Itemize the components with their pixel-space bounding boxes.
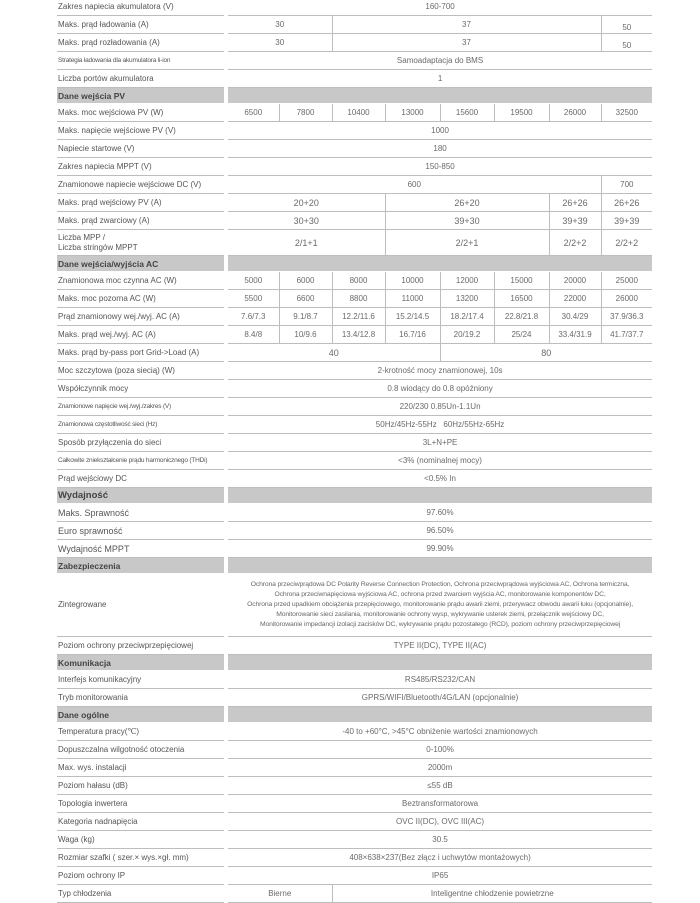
row-label: Kategoria nadnapięcia: [57, 813, 226, 831]
cell-value: 7800: [279, 104, 332, 122]
row-rated-dc-voltage: [57, 176, 652, 194]
row-value: -40 to +60°C, >45°C obniżenie wartości znamionowych: [226, 723, 652, 741]
row-label: Waga (kg): [57, 831, 226, 849]
row-label: Znamionowe napiecie wejściowe DC (V): [57, 176, 226, 194]
cell-value: Bierne: [226, 885, 332, 903]
row-label: Maks. prąd ładowania (A): [57, 16, 226, 34]
cell-value: 13200: [440, 290, 494, 308]
row-label: Euro sprawność: [57, 522, 226, 540]
cell-value: 25/24: [494, 326, 549, 344]
cell-value: 16.7/16: [385, 326, 440, 344]
row-peak-power: [57, 362, 652, 380]
section-bar: [226, 655, 652, 671]
cell-value: 40: [226, 344, 440, 362]
cell-value: 41.7/37.7: [601, 326, 652, 344]
row-label: Maks. napięcie wejściowe PV (V): [57, 122, 226, 140]
row-label: Maks. prąd wej./wyj. AC (A): [57, 326, 226, 344]
row-mppt-efficiency: [57, 540, 652, 558]
cell-value: 30.4/29: [549, 308, 601, 326]
row-label: Znamionowa częstotliwość sieci (Hz): [57, 416, 226, 434]
row-label: Max. wys. instalacji: [57, 759, 226, 777]
row-value: 150-850: [226, 158, 652, 176]
section-header-communication: [57, 655, 652, 671]
cell-value: 50: [601, 34, 652, 52]
row-temperature: [57, 723, 652, 741]
cell-value: 37: [332, 16, 601, 34]
section-header-general: [57, 707, 652, 723]
section-bar: [226, 88, 652, 104]
cell-value: 26+26: [549, 194, 601, 212]
row-label: Poziom ochrony przeciwprzepięciowej: [57, 637, 226, 655]
row-value: ≤55 dB: [226, 777, 652, 795]
row-label: Tryb monitorowania: [57, 689, 226, 707]
row-start-voltage: [57, 140, 652, 158]
cell-value: 11000: [385, 290, 440, 308]
cell-value: 6000: [279, 272, 332, 290]
section-title: Wydajność: [57, 488, 226, 504]
row-label: Prąd wejściowy DC: [57, 470, 226, 488]
row-value: 96.50%: [226, 522, 652, 540]
cell-value: 20/19.2: [440, 326, 494, 344]
cell-value: 30+30: [226, 212, 385, 230]
section-bar: [226, 488, 652, 504]
row-dc-injection: [57, 470, 652, 488]
row-thdi: [57, 452, 652, 470]
section-header-ac: [57, 256, 652, 272]
cell-value: 20+20: [226, 194, 385, 212]
row-label: Strategia ładowania dla akumulatora li-ion: [57, 52, 226, 70]
protection-line: Ochrona przed upadkiem obciążenia przepięciowego, monitorowanie prądu awarii ziemi, przerywacz obwodu awarii łuku (opcjonalnie),: [247, 601, 633, 608]
row-max-pv-power: [57, 104, 652, 122]
row-value: 99.90%: [226, 540, 652, 558]
row-label: Zakres napiecia akumulatora (V): [57, 0, 226, 16]
protection-line: Monitorowanie sieci zasilania, monitorowanie ochrony wysp, wykrywanie usterek ziemi, przełącznik wejściowy DC,: [276, 611, 604, 618]
row-label: Maks. prąd zwarciowy (A): [57, 212, 226, 230]
cell-value: 8800: [332, 290, 385, 308]
cell-value: 8.4/8: [226, 326, 279, 344]
row-monitoring-mode: [57, 689, 652, 707]
row-value: 0.8 wiodący do 0.8 opóźniony: [226, 380, 652, 398]
row-value: 30.5: [226, 831, 652, 849]
cell-value: 26000: [549, 104, 601, 122]
row-value: <0.5% In: [226, 470, 652, 488]
row-grid-connection: [57, 434, 652, 452]
row-integrated-protection: [57, 574, 652, 637]
row-label: Moc szczytowa (poza siecią) (W): [57, 362, 226, 380]
cell-value: 2/2+2: [549, 230, 601, 256]
row-label: Maks. moc pozorna AC (W): [57, 290, 226, 308]
cell-value: 26+20: [385, 194, 549, 212]
section-title: Dane wejścia/wyjścia AC: [57, 256, 226, 272]
cell-value: Inteligentne chłodzenie powietrzne: [332, 885, 652, 903]
row-value: 220/230 0.85Un-1.1Un: [226, 398, 652, 416]
cell-value: 33.4/31.9: [549, 326, 601, 344]
cell-value: 8000: [332, 272, 385, 290]
row-label: Znamionowa moc czynna AC (W): [57, 272, 226, 290]
row-cooling: [57, 885, 652, 903]
row-label: Znamionowe napięcie wej./wyj./zakres (V): [57, 398, 226, 416]
row-topology: [57, 795, 652, 813]
cell-value: 22000: [549, 290, 601, 308]
row-value: 0-100%: [226, 741, 652, 759]
row-value: 97.60%: [226, 504, 652, 522]
cell-value: 39+30: [385, 212, 549, 230]
row-label: Maks. Sprawność: [57, 504, 226, 522]
row-label-line: Liczba MPP /: [58, 232, 105, 242]
spec-table: [57, 0, 652, 903]
row-max-pv-current: [57, 194, 652, 212]
cell-value: 22.8/21.8: [494, 308, 549, 326]
row-label: Zintegrowane: [57, 574, 226, 637]
cell-value: 5500: [226, 290, 279, 308]
cell-value: 6500: [226, 104, 279, 122]
row-charge-strategy: [57, 52, 652, 70]
cell-value: 10000: [385, 272, 440, 290]
row-value: 408×638×237(Bez złącz i uchwytów montażowych): [226, 849, 652, 867]
row-comm-interface: [57, 671, 652, 689]
row-ip-rating: [57, 867, 652, 885]
row-power-factor: [57, 380, 652, 398]
cell-value: 9.1/8.7: [279, 308, 332, 326]
row-value: TYPE II(DC), TYPE II(AC): [226, 637, 652, 655]
cell-value: 39+39: [601, 212, 652, 230]
cell-value: 600: [226, 176, 601, 194]
cell-value: 32500: [601, 104, 652, 122]
row-altitude: [57, 759, 652, 777]
row-battery-voltage-range: [57, 0, 652, 16]
protection-line: Ochrona przeciwnapięciowa wyjściowa AC, ochrona przed zwarciem wyjścia AC, monitorowanie komponentów DC,: [274, 591, 606, 598]
row-label: Typ chłodzenia: [57, 885, 226, 903]
cell-value: 39+39: [549, 212, 601, 230]
row-label: Topologia inwertera: [57, 795, 226, 813]
row-value: RS485/RS232/CAN: [226, 671, 652, 689]
row-value: Samoadaptacja do BMS: [226, 52, 652, 70]
row-value: 180: [226, 140, 652, 158]
cell-value: 18.2/17.4: [440, 308, 494, 326]
row-battery-port-count: [57, 70, 652, 88]
cell-value: 16500: [494, 290, 549, 308]
cell-value: 50: [601, 16, 652, 34]
row-max-apparent-power: [57, 290, 652, 308]
row-value: 2000m: [226, 759, 652, 777]
cell-value: 30: [226, 16, 332, 34]
cell-value: 12.2/11.6: [332, 308, 385, 326]
cell-value: 15600: [440, 104, 494, 122]
cell-value: 15000: [494, 272, 549, 290]
row-value: Beztransformatorowa: [226, 795, 652, 813]
row-label: Całkowite zniekształcenie prądu harmonicznego (THDi): [57, 452, 226, 470]
cell-value: 2/2+1: [385, 230, 549, 256]
row-value: 2-krotność mocy znamionowej, 10s: [226, 362, 652, 380]
row-max-charge-current: [57, 16, 652, 34]
row-mpp-count: [57, 230, 652, 256]
row-max-pv-voltage: [57, 122, 652, 140]
section-title: Dane ogólne: [57, 707, 226, 723]
row-label: Zakres napiecia MPPT (V): [57, 158, 226, 176]
section-bar: [226, 558, 652, 574]
row-max-current: [57, 326, 652, 344]
section-title: Dane wejścia PV: [57, 88, 226, 104]
row-noise: [57, 777, 652, 795]
section-title: Komunikacja: [57, 655, 226, 671]
row-label: Współczynnik mocy: [57, 380, 226, 398]
row-rated-current: [57, 308, 652, 326]
row-label: Interfejs komunikacyjny: [57, 671, 226, 689]
cell-value: 2/2+2: [601, 230, 652, 256]
row-surge-level: [57, 637, 652, 655]
cell-value: 30: [226, 34, 332, 52]
row-rated-voltage: [57, 398, 652, 416]
cell-value: 37.9/36.3: [601, 308, 652, 326]
spec-sheet: [57, 0, 652, 903]
row-label: Sposób przyłączenia do sieci: [57, 434, 226, 452]
row-humidity: [57, 741, 652, 759]
row-value: [226, 574, 652, 637]
cell-value: 10/9.6: [279, 326, 332, 344]
row-max-discharge-current: [57, 34, 652, 52]
section-header-efficiency: [57, 488, 652, 504]
row-max-efficiency: [57, 504, 652, 522]
cell-value: 700: [601, 176, 652, 194]
row-label: [57, 230, 226, 256]
cell-value: 37: [332, 34, 601, 52]
row-label-line: Liczba stringów MPPT: [58, 242, 138, 252]
cell-value: 12000: [440, 272, 494, 290]
cell-value: 5000: [226, 272, 279, 290]
row-rated-active-power: [57, 272, 652, 290]
row-label: Temperatura pracy(℃): [57, 723, 226, 741]
row-value: OVC II(DC), OVC III(AC): [226, 813, 652, 831]
row-overvoltage-category: [57, 813, 652, 831]
cell-value: 20000: [549, 272, 601, 290]
row-euro-efficiency: [57, 522, 652, 540]
row-label: Poziom hałasu (dB): [57, 777, 226, 795]
cell-value: 26+26: [601, 194, 652, 212]
row-value: 160-700: [226, 0, 652, 16]
row-label: Liczba portów akumulatora: [57, 70, 226, 88]
row-label: Napiecie startowe (V): [57, 140, 226, 158]
cell-value: 15.2/14.5: [385, 308, 440, 326]
row-value: 50Hz/45Hz-55Hz 60Hz/55Hz-65Hz: [226, 416, 652, 434]
row-value: 1000: [226, 122, 652, 140]
row-mppt-range: [57, 158, 652, 176]
row-label: Poziom ochrony IP: [57, 867, 226, 885]
cell-value: 10400: [332, 104, 385, 122]
row-bypass-current: [57, 344, 652, 362]
row-label: Prąd znamionowy wej./wyj. AC (A): [57, 308, 226, 326]
row-max-short-circuit: [57, 212, 652, 230]
row-value: IP65: [226, 867, 652, 885]
row-value: GPRS/WIFI/Bluetooth/4G/LAN (opcjonalnie): [226, 689, 652, 707]
cell-value: 13.4/12.8: [332, 326, 385, 344]
protection-line: Ochrona przeciwprądowa DC Polarity Reverse Connection Protection, Ochrona przeciwprądowa wyjściowa AC, Ochrona termiczna,: [250, 581, 630, 588]
row-value: 3L+N+PE: [226, 434, 652, 452]
row-value: <3% (nominalnej mocy): [226, 452, 652, 470]
cell-value: 80: [440, 344, 652, 362]
cell-value: 13000: [385, 104, 440, 122]
row-grid-frequency: [57, 416, 652, 434]
row-dimensions: [57, 849, 652, 867]
row-weight: [57, 831, 652, 849]
row-value: 1: [226, 70, 652, 88]
section-bar: [226, 256, 652, 272]
cell-value: 2/1+1: [226, 230, 385, 256]
row-label: Dopuszczalna wilgotność otoczenia: [57, 741, 226, 759]
cell-value: 6600: [279, 290, 332, 308]
cell-value: 7.6/7.3: [226, 308, 279, 326]
row-label: Maks. prąd wejściowy PV (A): [57, 194, 226, 212]
row-label: Maks. prąd by-pass port Grid->Load (A): [57, 344, 226, 362]
section-title: Zabezpieczenia: [57, 558, 226, 574]
row-label: Maks. moc wejściowa PV (W): [57, 104, 226, 122]
section-header-pv-input: [57, 88, 652, 104]
cell-value: 25000: [601, 272, 652, 290]
cell-value: 19500: [494, 104, 549, 122]
section-header-protection: [57, 558, 652, 574]
row-label: Rozmiar szafki ( szer.× wys.×gł. mm): [57, 849, 226, 867]
cell-value: 26000: [601, 290, 652, 308]
row-label: Wydajność MPPT: [57, 540, 226, 558]
protection-line: Monitorowanie impedancji izolacji zacisków DC, wykrywanie prądu pozostałego (RCD), poziom ochrony przeciwprzepięciowej: [260, 621, 621, 628]
section-bar: [226, 707, 652, 723]
row-label: Maks. prąd rozładowania (A): [57, 34, 226, 52]
